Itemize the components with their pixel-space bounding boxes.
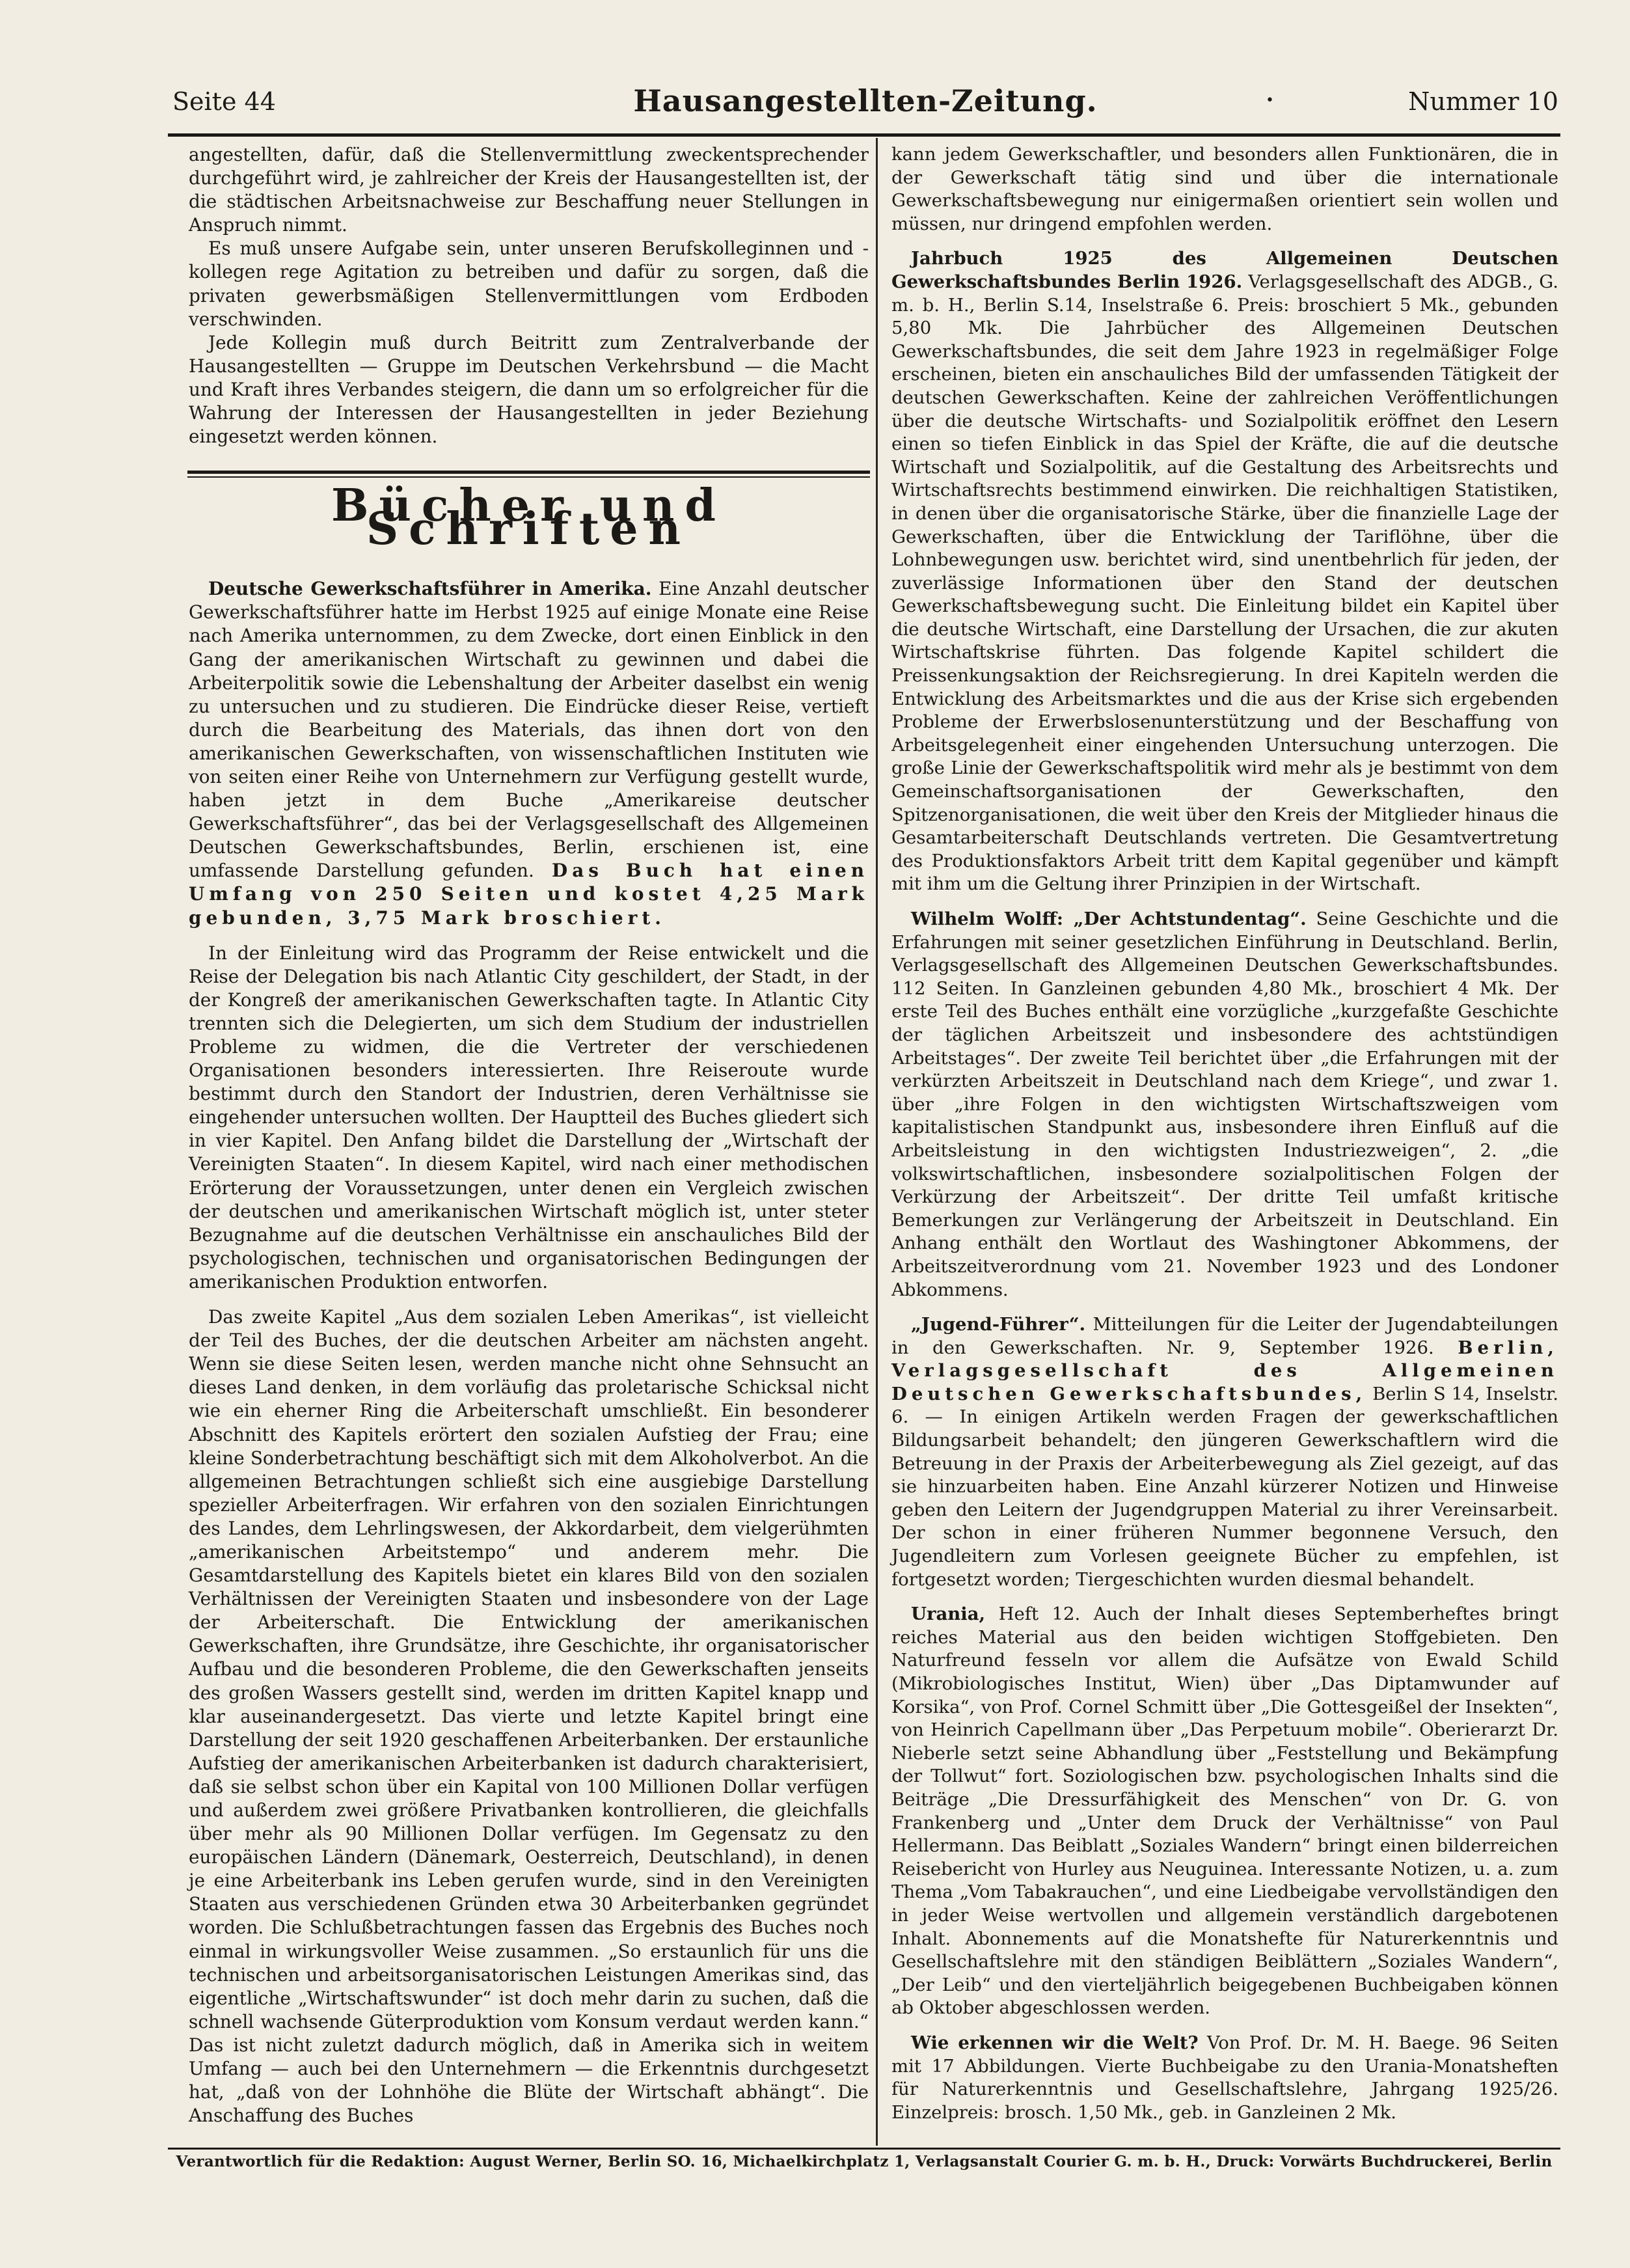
review-entry xyxy=(891,908,1558,1302)
article-continuation: angestellten, dafür, daß die Stellenvermittlung zweckentsprechender durchgeführt wird, je zahlreicher der Kreis der Hausangestellten ist, der die städtischen Arbeitsnachweise zur Beschaffung neuer Stellungen in Anspruch nimmt. xyxy=(189,144,869,236)
review-text: Mitteilungen für die Leiter der Jugendabteilungen in den Gewerkschaften. Nr. 9, September 1926. xyxy=(891,1314,1558,1358)
review-continuation: kann jedem Gewerkschaftler, und besonders allen Funktionären, die in der Gewerkschaft tätig sind und über die internationale Gewerkschaftsbewegung nur einigermaßen orientiert sein wollen und müssen, nur dringend empfohlen werden. xyxy=(891,144,1558,234)
review-entry xyxy=(891,247,1558,896)
section-rule-thick xyxy=(187,471,870,474)
review-publisher-spaced: Berlin, Verlagsgesellschaft des Allgemeinen Deutschen Gewerkschaftsbundes, xyxy=(891,1337,1558,1404)
column-divider xyxy=(876,138,878,2146)
review-text: Heft 12. Auch der Inhalt dieses Septemberheftes bringt reiches Material aus den beiden wichtigen Stoffgebieten. Den Naturfreund fesseln vor allem die Aufsätze von Ewald Schild (Mikrobiologisches Institut, Wien) über „Das Diptamwunder auf Korsika“, von Prof. Cornel Schmitt über „Die Gottesgeißel der Insekten“, von Heinrich Capellmann über „Das Perpetuum mobile“. Oberierarzt Dr. Nieberle setzt seine Abhandlung über „Feststellung und Bekämpfung der Tollwut“ fort. Soziologischen bzw. psychologischen Inhalts sind die Beiträge „Die Dressurfähigkeit des Menschen“ von Dr. G. von Frankenberg und „Unter dem Druck der Verhältnisse“ von Paul Hellermann. Das Beiblatt „Soziales Wandern“ bringt einen bilderreichen Reisebericht von Hurley aus Neuguinea. Interessante Notizen, u. a. zum Thema „Vom Tabakrauchen“, und eine Liedbeigabe vervollständigen den in jeder Weise wertvollen und allgemein verständlich dargebotenen Inhalt. Abonnements auf die Monatshefte für Naturerkenntnis und Gesellschaftslehre mit den ständigen Beiblättern „Soziales Wandern“, „Der Leib“ und den vierteljährlich beigegebenen Buchbeigaben können ab Oktober abgeschlossen werden. xyxy=(891,1604,1558,2019)
review-text: Von Prof. Dr. M. H. Baege. 96 Seiten mit 17 Abbildungen. Vierte Buchbeigabe zu den Urania-Monatsheften für Naturerkenntnis und Gesellschaftslehre, Jahrgang 1925/26. Einzelpreis: brosch. 1,50 Mk., geb. in Ganzleinen 2 Mk. xyxy=(891,2032,1558,2123)
review-entry xyxy=(891,1313,1558,1591)
section-rule-thin xyxy=(187,476,870,478)
review-title: Urania, xyxy=(911,1604,986,1625)
review-text: Berlin S 14, Inselstr. 6. — In einigen Artikeln werden Fragen der gewerkschaftlichen Bildungsarbeit behandelt; den jüngeren Gewerkschaftlern wird die Betreuung in der Praxis der Arbeiterbewegung als Ziel gezeigt, auf das sie hinzuarbeiten haben. Eine Anzahl kürzerer Notizen und Hinweise geben den Leitern der Jugendgruppen Material zu ihrer Vereinsarbeit. Der schon in einer früheren Nummer begonnene Versuch, den Jugendleitern zum Vorlesen geeignete Bücher zu empfehlen, ist fortgesetzt worden; Tiergeschichten wurden diesmal behandelt. xyxy=(891,1383,1558,1590)
review-title: Wie erkennen wir die Welt? xyxy=(911,2032,1199,2053)
imprint-line: Verantwortlich für die Redaktion: August Werner, Berlin SO. 16, Michaelkirchplatz 1, Verlagsanstalt Courier G. m. b. H., Druck: Vorwärts Buchdruckerei, Berlin xyxy=(176,2153,1553,2170)
page-number: Seite 44 xyxy=(172,87,276,116)
review-paragraph: Das zweite Kapitel „Aus dem sozialen Leben Amerikas“, ist vielleicht der Teil des Buches, der die deutschen Arbeiter am nächsten angeht. Wenn sie diese Seiten lesen, werden manche nicht ohne Sehnsucht an dieses Land denken, in dem vorläufig das proletarische Schicksal nicht wie ein eherner Ring die Arbeiterschaft umschließt. Ein besonderer Abschnitt des Kapitels erörtert den sozialen Aufstieg der Frau; eine kleine Sonderbetrachtung beschäftigt sich mit dem Alkoholverbot. An die allgemeinen Betrachtungen schließt sich eine ausgiebige Darstellung spezieller Arbeiterfragen. Wir erfahren von den sozialen Einrichtungen des Landes, dem Lehrlingswesen, der Akkordarbeit, dem vielgerühmten „amerikanischen Arbeitstempo“ und anderem mehr. Die Gesamtdarstellung des Kapitels bietet ein klares Bild von den sozialen Verhältnissen der Vereinigten Staaten und insbesondere von der Lage der Arbeiterschaft. Die Entwicklung der amerikanischen Gewerkschaften, ihre Grundsätze, ihre Geschichte, ihr organisatorischer Aufbau und die besonderen Probleme, die den Gewerkschaften jenseits des großen Wassers gestellt sind, werden im dritten Kapitel knapp und klar auseinandergesetzt. Das vierte und letzte Kapitel bringt eine Darstellung der seit 1920 geschaffenen Arbeiterbanken. Der erstaunliche Aufstieg der amerikanischen Arbeiterbanken ist dadurch charakterisiert, daß sie selbst schon über ein Kapital von 100 Millionen Dollar verfügen und außerdem zwei größere Privatbanken kontrollieren, die gleichfalls über mehr als 90 Millionen Dollar verfügen. Im Gegensatz zu den europäischen Ländern (Dänemark, Oesterreich, Deutschland), in denen je eine Arbeiterbank ins Leben gerufen wurde, sind in den Vereinigten Staaten aus verschiedenen Gründen etwa 30 Arbeiterbanken gegründet worden. Die Schlußbetrachtungen fassen das Ergebnis des Buches noch einmal in wirkungsvoller Weise zusammen. „So erstaunlich für uns die technischen und arbeitsorganisatorischen Leistungen Amerikas sind, das eigentliche „Wirtschaftswunder“ ist doch mehr darin zu suchen, daß die schnell wachsende Güterproduktion vom Konsum verdaut werden kann.“ Das ist nicht zuletzt dadurch möglich, daß in Amerika sich in weitem Umfang — auch bei den Unternehmern — die Erkenntnis durchgesetzt hat, „daß von der Lohnhöhe die Blüte der Wirtschaft abhängt“. Die Anschaffung des Buches xyxy=(189,1306,869,2127)
right-column xyxy=(891,143,1558,2124)
review-entry xyxy=(891,2032,1558,2124)
review-entry xyxy=(189,577,869,929)
newspaper-title: Hausangestellten-Zeitung. xyxy=(633,83,1098,118)
review-paragraph: In der Einleitung wird das Programm der Reise entwickelt und die Reise der Delegation bis nach Atlantic City geschildert, der Stadt, in der der Kongreß der amerikanischen Gewerkschaften tagte. In Atlantic City trennten sich die Delegierten, um sich dem Studium der industriellen Probleme zu widmen, die die Vertreter der verschiedenen Organisationen besonders interessierten. Ihre Reiseroute wurde bestimmt durch den Standort der Industrien, deren Verhältnisse sie eingehender untersuchen wollten. Der Hauptteil des Buches gliedert sich in vier Kapitel. Den Anfang bildet die Darstellung der „Wirtschaft der Vereinigten Staaten“. In diesem Kapitel, wird nach einer methodischen Erörterung der Voraussetzungen, unter denen ein Vergleich zwischen der deutschen und amerikanischen Wirtschaft möglich ist, unter steter Bezugnahme auf die deutschen Verhältnisse ein anschauliches Bild der psychologischen, technischen und organisatorischen Bedingungen der amerikanischen Produktion entworfen. xyxy=(189,942,869,1292)
review-text: Seine Geschichte und die Erfahrungen mit seiner gesetzlichen Einführung in Deutschland. Berlin, Verlagsgesellschaft des Allgemeinen Deutschen Gewerkschaftsbundes. 112 Seiten. In Ganzleinen gebunden 4,80 Mk., broschiert 4 Mk. Der erste Teil des Buches enthält eine vorzügliche „kurzgefaßte Geschichte der täglichen Arbeitszeit und insbesondere des achtstündigen Arbeitstages“. Der zweite Teil berichtet über „die Erfahrungen mit der verkürzten Arbeitszeit in Deutschland nach dem Kriege“, und zwar 1. über „ihre Folgen in den wichtigsten Wirtschaftszweigen vom kapitalistischen Standpunkt aus, insbesondere ihren Einfluß auf die Arbeitsleistung in den wichtigsten Industriezweigen“, 2. „die volkswirtschaftlichen, insbesondere sozialpolitischen Folgen der Verkürzung der Arbeitszeit“. Der dritte Teil umfaßt kritische Bemerkungen zur Verlängerung der Arbeitszeit in Deutschland. Ein Anhang enthält den Wortlaut des Washingtoner Abkommens, der Arbeitszeitverordnung vom 21. November 1923 und des Londoner Abkommens. xyxy=(891,909,1558,1300)
left-column xyxy=(189,143,869,2127)
review-title: „Jugend-Führer“. xyxy=(911,1314,1086,1335)
section-title: Bücher und Schriften xyxy=(331,480,726,556)
section-heading xyxy=(189,471,869,555)
header-rule xyxy=(168,133,1560,137)
running-header xyxy=(172,83,1558,129)
issue-number: Nummer 10 xyxy=(1408,87,1558,116)
article-paragraph: Es muß unsere Aufgabe sein, unter unseren Berufskolleginnen und -kollegen rege Agitation zu betreiben und dafür zu sorgen, daß die privaten gewerbsmäßigen Stellenvermittlungen vom Erdboden verschwinden. xyxy=(189,238,869,330)
footer-rule xyxy=(168,2148,1560,2150)
review-text: Verlagsgesellschaft des ADGB., G. m. b. H., Berlin S.14, Inselstraße 6. Preis: broschiert 5 Mk., gebunden 5,80 Mk. Die Jahrbücher des Allgemeinen Deutschen Gewerkschaftsbundes, die seit dem Jahre 1923 in regelmäßiger Folge erscheinen, bieten ein anschauliches Bild der umfassenden Tätigkeit der deutschen Gewerkschaften. Keine der zahlreichen Veröffentlichungen über die deutsche Wirtschafts- und Sozialpolitik eröffnet den Lesern einen so tiefen Einblick in das Spiel der Kräfte, die auf die deutsche Wirtschaft und Sozialpolitik, auf die Gestaltung des Arbeitsrechts und Wirtschaftsrechts bestimmend einwirken. Die reichhaltigen Statistiken, in denen über die organisatorische Stärke, über die finanzielle Lage der Gewerkschaften, über die Entwicklung der Tariflöhne, über die Lohnbewegungen usw. berichtet wird, sind unentbehrlich für jeden, der zuverlässige Informationen über den Stand der deutschen Gewerkschaftsbewegung sucht. Die Einleitung bildet ein Kapitel über die deutsche Wirtschaft, eine Darstellung der Ursachen, die zur akuten Wirtschaftskrise führten. Das folgende Kapitel schildert die Preissenkungsaktion der Reichsregierung. In drei Kapiteln werden die Entwicklung des Arbeitsmarktes und die aus der Krise sich ergebenden Probleme der Erwerbslosenunterstützung und der Beschaffung von Arbeitsgelegenheit einer eingehenden Untersuchung unterzogen. Die große Linie der Gewerkschaftspolitik wird mehr als je bestimmt von dem Gemeinschaftsorganisationen der Gewerkschaften, den Spitzenorganisationen, die weit über den Kreis der Mitglieder hinaus die Gesamtarbeiterschaft Deutschlands vertreten. Die Gesamtvertretung des Produktionsfaktors Arbeit tritt dem Kapital gegenüber und kämpft mit ihm um die Geltung ihrer Prinzipien in der Wirtschaft. xyxy=(891,271,1558,895)
review-title: Jahrbuch 1925 des Allgemeinen Deutschen Gewerkschaftsbundes Berlin 1926. xyxy=(891,248,1558,292)
review-text: Eine Anzahl deutscher Gewerkschaftsführer hatte im Herbst 1925 auf einige Monate eine Reise nach Amerika unternommen, zu dem Zwecke, dort einen Einblick in den Gang der amerikanischen Wirtschaft zu gewinnen und dabei die Arbeiterpolitik sowie die Lebenshaltung der Arbeiter daselbst ein wenig zu untersuchen und zu studieren. Die Eindrücke dieser Reise, vertieft durch die Bearbeitung des Materials, das ihnen dort von den amerikanischen Gewerkschaften, von wissenschaftlichen Instituten wie von seiten einer Reihe von Unternehmern zur Verfügung gestellt wurde, haben jetzt in dem Buche „Amerikareise deutscher Gewerkschaftsführer“, das bei der Verlagsgesellschaft des Allgemeinen Deutschen Gewerkschaftsbundes, Berlin, erschienen ist, eine umfassende Darstellung gefunden. xyxy=(189,578,869,882)
review-title: Deutsche Gewerkschaftsführer in Amerika. xyxy=(208,578,652,600)
review-title: Wilhelm Wolff: „Der Achtstundentag“. xyxy=(911,909,1307,929)
review-price-spaced: Das Buch hat einen Umfang von 250 Seiten und kostet 4,25 Mark gebunden, 3,75 Mark broschiert. xyxy=(189,860,869,929)
article-paragraph: Jede Kollegin muß durch Beitritt zum Zentralverbande der Hausangestellten — Gruppe im Deutschen Verkehrsbund — die Macht und Kraft ihres Verbandes steigern, die dann um so erfolgreicher für die Wahrung der Interessen der Hausangestellten in jeder Beziehung eingesetzt werden können. xyxy=(189,331,869,448)
review-entry xyxy=(891,1603,1558,2020)
header-dot: • xyxy=(1266,92,1274,109)
